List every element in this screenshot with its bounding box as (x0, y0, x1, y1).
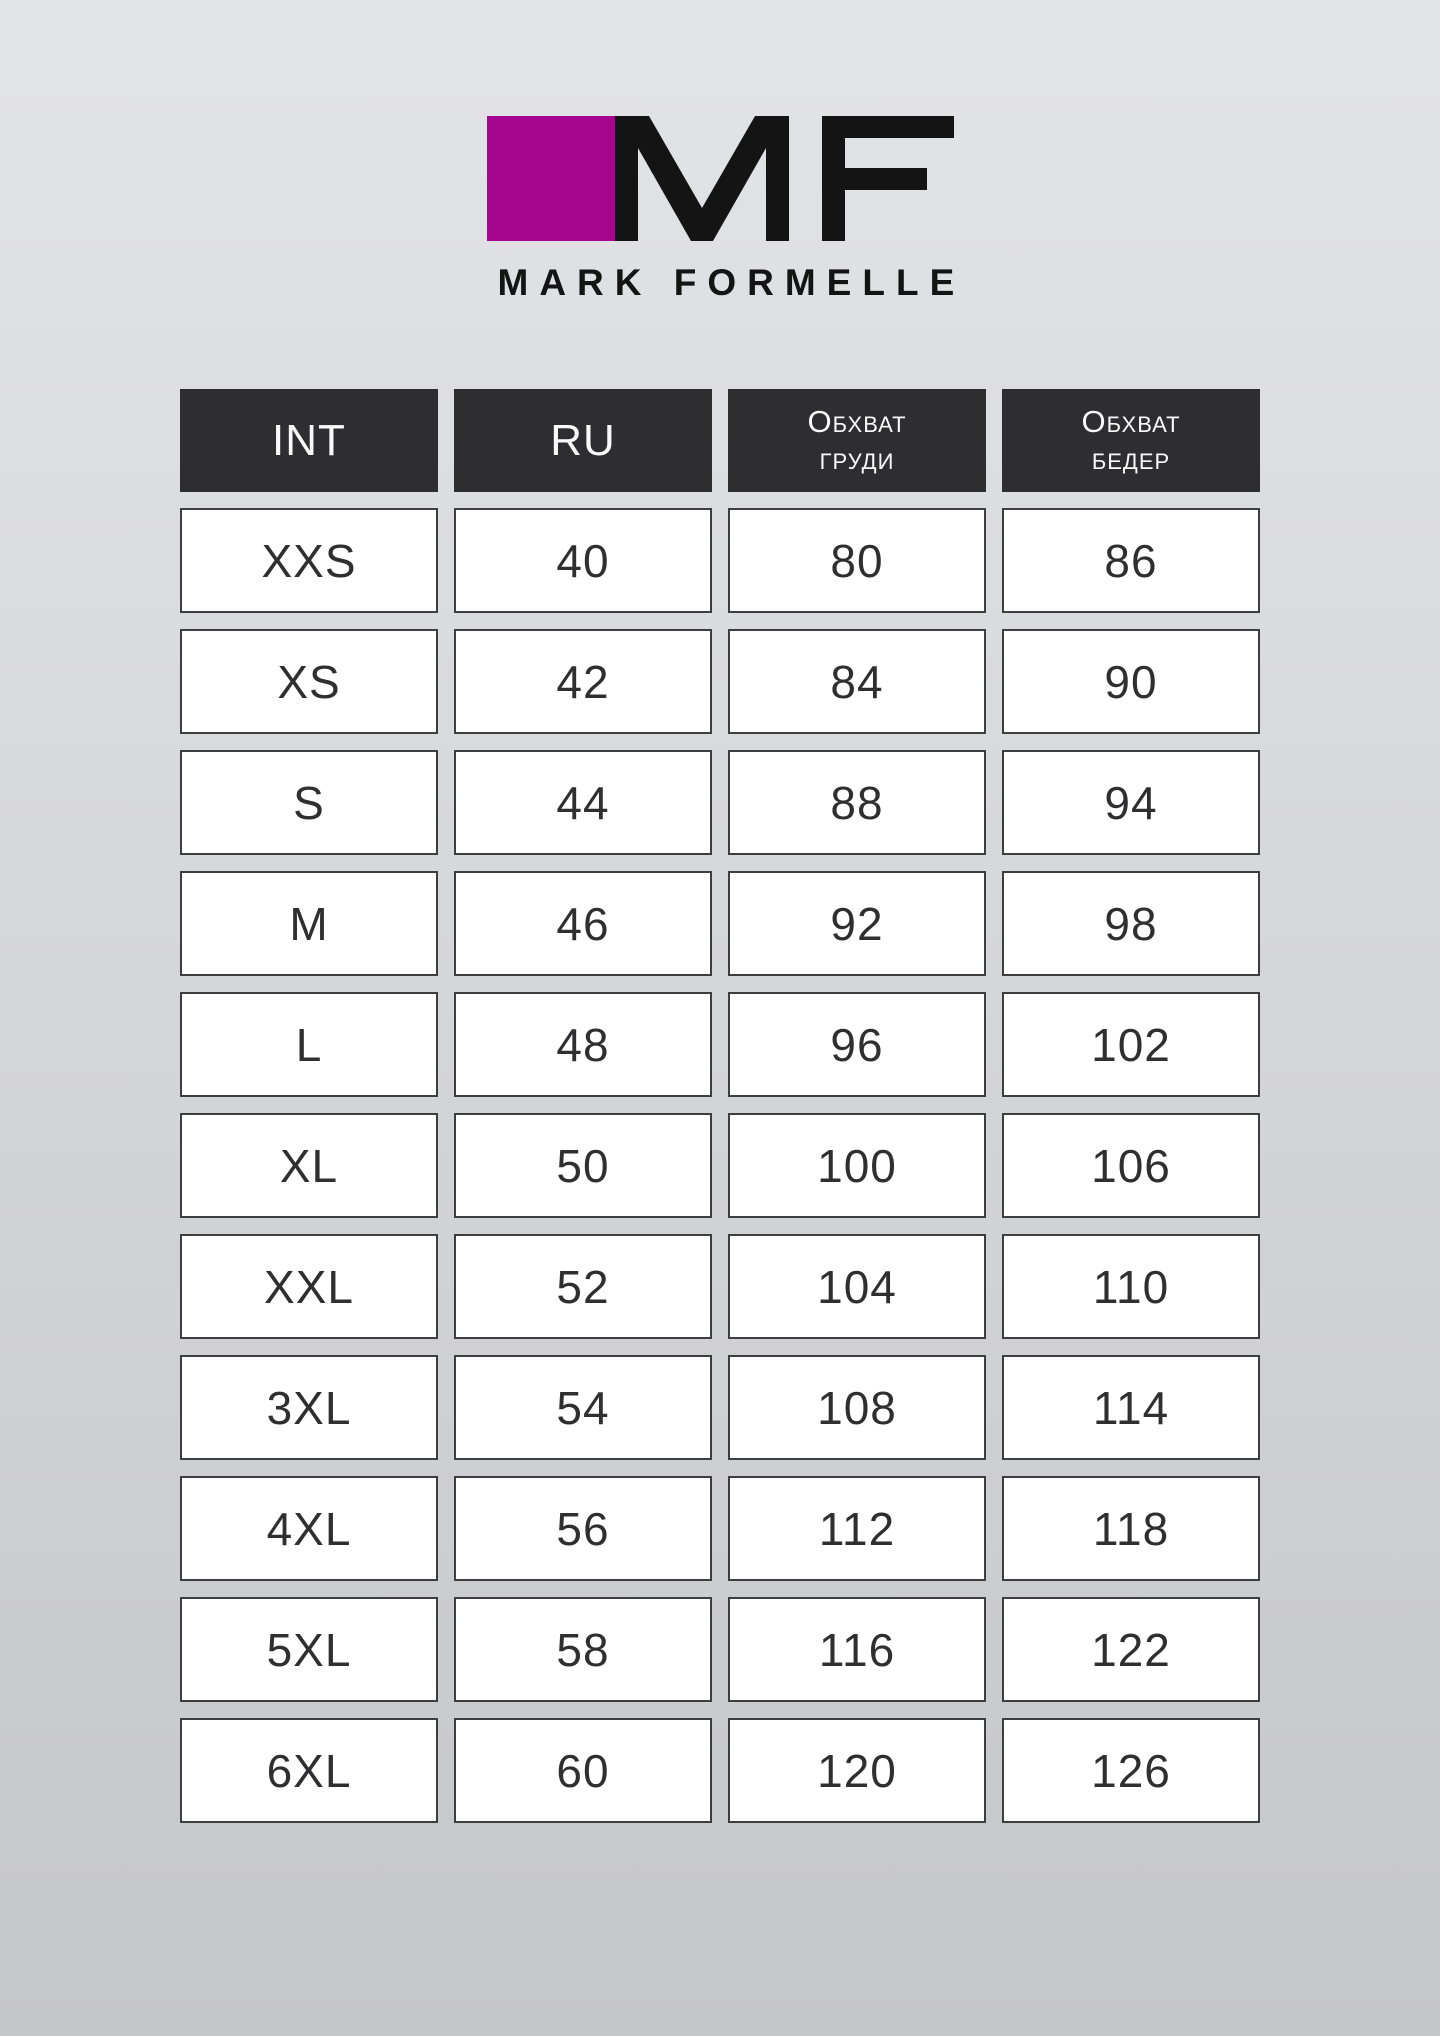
logo-magenta-square (487, 116, 615, 241)
table-cell: 92 (728, 871, 986, 976)
table-cell: 90 (1002, 629, 1260, 734)
table-cell: 56 (454, 1476, 712, 1581)
table-cell: 5XL (180, 1597, 438, 1702)
table-cell: M (180, 871, 438, 976)
table-cell: 108 (728, 1355, 986, 1460)
table-cell: 116 (728, 1597, 986, 1702)
table-cell: 46 (454, 871, 712, 976)
table-cell: 126 (1002, 1718, 1260, 1823)
column-header-int (180, 389, 438, 492)
table-cell: 80 (728, 508, 986, 613)
table-cell: 114 (1002, 1355, 1260, 1460)
table-cell: 40 (454, 508, 712, 613)
table-cell: 120 (728, 1718, 986, 1823)
table-cell: 84 (728, 629, 986, 734)
column-header-label: INT (272, 415, 346, 465)
table-cell: 98 (1002, 871, 1260, 976)
table-cell: XXL (180, 1234, 438, 1339)
table-cell: 3XL (180, 1355, 438, 1460)
table-cell: S (180, 750, 438, 855)
table-cell: 118 (1002, 1476, 1260, 1581)
table-cell: 52 (454, 1234, 712, 1339)
page-background (0, 116, 1440, 1823)
logo-letter-f (822, 116, 954, 241)
table-cell: 42 (454, 629, 712, 734)
table-cell: 48 (454, 992, 712, 1097)
table-cell: 44 (454, 750, 712, 855)
table-cell: 88 (728, 750, 986, 855)
mf-monogram-logo (487, 116, 954, 241)
table-cell: 110 (1002, 1234, 1260, 1339)
table-cell: 94 (1002, 750, 1260, 855)
table-cell: L (180, 992, 438, 1097)
column-header-hips (1002, 389, 1260, 492)
table-cell: 54 (454, 1355, 712, 1460)
table-cell: XXS (180, 508, 438, 613)
table-cell: 122 (1002, 1597, 1260, 1702)
brand-logo (487, 116, 966, 304)
table-cell: 112 (728, 1476, 986, 1581)
table-cell: 106 (1002, 1113, 1260, 1218)
logo-letter-m (615, 116, 789, 241)
brand-wordmark: MARK FORMELLE (497, 262, 966, 303)
table-cell: 4XL (180, 1476, 438, 1581)
column-header-label: RU (550, 415, 616, 465)
size-table (180, 389, 1260, 1823)
column-header-chest (728, 389, 986, 492)
column-header-ru (454, 389, 712, 492)
table-cell: 86 (1002, 508, 1260, 613)
table-cell: 104 (728, 1234, 986, 1339)
table-cell: XS (180, 629, 438, 734)
column-header-label: Обхват бедер (1081, 403, 1181, 476)
table-cell: 60 (454, 1718, 712, 1823)
table-cell: 50 (454, 1113, 712, 1218)
column-header-label: Обхват груди (807, 403, 907, 476)
table-cell: 58 (454, 1597, 712, 1702)
table-cell: 96 (728, 992, 986, 1097)
table-cell: XL (180, 1113, 438, 1218)
table-cell: 102 (1002, 992, 1260, 1097)
table-cell: 6XL (180, 1718, 438, 1823)
table-cell: 100 (728, 1113, 986, 1218)
